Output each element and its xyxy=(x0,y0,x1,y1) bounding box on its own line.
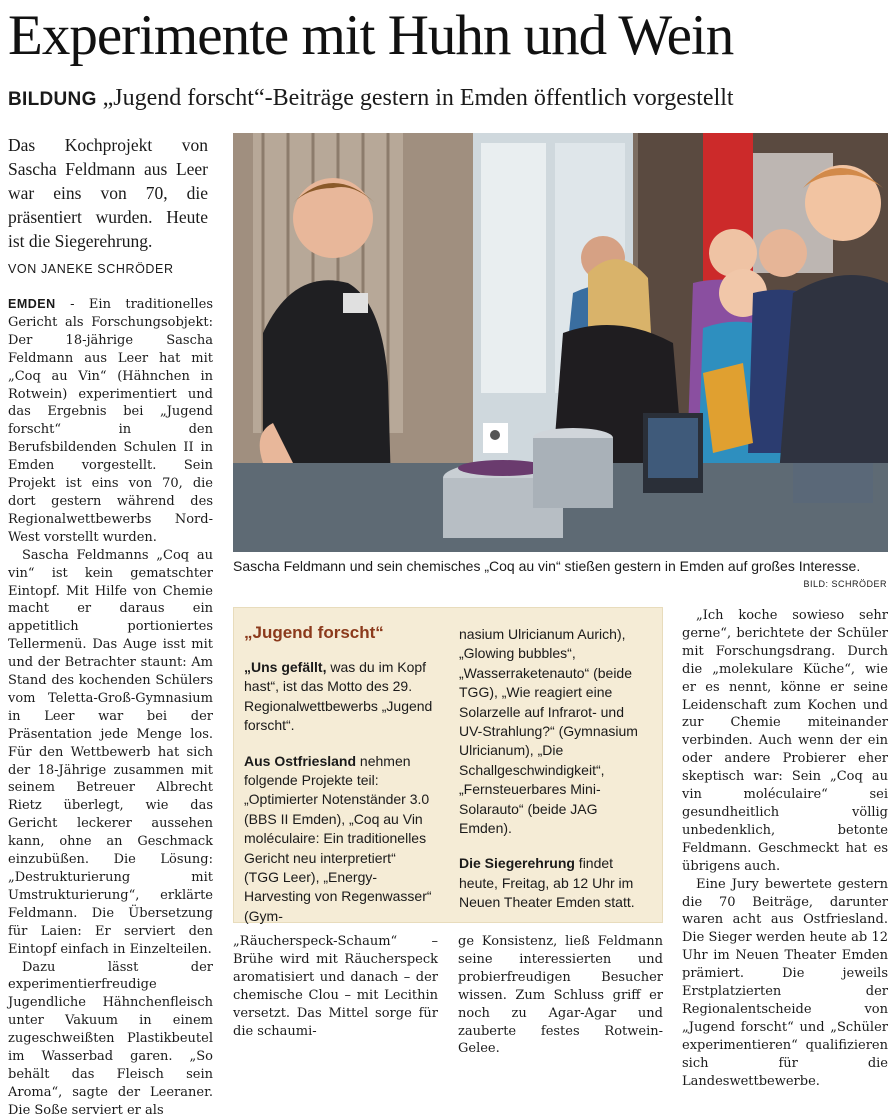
paragraph: Sascha Feldmanns „Coq au vin“ ist kein gematschter Eintopf. Mit Hilfe von Chemie macht er daraus ein appetitlich portioniertes Tellermenü. Das Auge isst mit und der Betrachter staunt: Am Stand des kochenden Schülers vom Teletta-Groß-Gymnasium in Leer war bei der Präsentation jede Menge los. Für den Wettbewerb hat sich der 18-Jährige zusammen mit seinem Betreuer Albrecht Rietz überlegt, wie das Gericht leckerer aussehen kann, ohne an Geschmack einzubüßen. Die Lösung: „Destrukturierung mit Umstrukturierung“, erklärte Feldmann. Die Übersetzung für Laien: Er serviert den Eintopf einfach in Einzelteilen. xyxy=(8,547,213,957)
dateline: EMDEN xyxy=(8,297,56,311)
paragraph: EMDEN - Ein traditionelles Gericht als Forschungsobjekt: Der 18-jährige Sascha Feldmann aus Leer hat mit „Coq au Vin“ (Hähnchen in Rotwein) experimentiert und das Ergebnis bei „Jugend forscht“ in den Berufsbildenden Schulen II in Emden vorgestellt. Sein Projekt ist eins von 70, die dort gestern während des Regionalwettbewerbs Nord-West vorstellt wurden. xyxy=(8,297,213,545)
info-paragraph: Aus Ostfriesland nehmen folgende Projekte teil: „Optimierter Notenständer 3.0 (BBS II Emden), „Coq au Vin moléculaire: Ein traditionelles Gericht neu interpretiert“ (TGG Leer), „Energy-Harvesting von Regenwasser“ (Gym- xyxy=(244,752,432,924)
paragraph: ge Konsistenz, ließ Feldmann seine interessierten und probierfreudigen Besucher wissen. Zum Schluss griff er noch zu Agar-Agar und zauberte festes Rotwein-Gelee. xyxy=(458,934,663,1057)
info-box xyxy=(233,607,663,923)
info-paragraph: Die Siegerehrung findet heute, Freitag, ab 12 Uhr im Neuen Theater Emden statt. xyxy=(459,855,635,911)
byline: VON JANEKE SCHRÖDER xyxy=(8,262,174,276)
info-paragraph: nasium Ulricianum Aurich), „Glowing bubbles“, „Wasserraketenauto“ (beide TGG), „Wie reagiert eine Solarzelle auf Infrarot- und UV-Strahlung?“ (Gymnasium Ulricianum), „Die Schallgeschwindigkeit“, „Fernsteuerbares Mini-Solarauto“ (beide JAG Emden). xyxy=(459,626,638,837)
subheadline-row xyxy=(8,84,888,114)
photo-caption: Sascha Feldmann und sein chemisches „Coq au vin“ stießen gestern in Emden auf großes Interesse. xyxy=(233,558,861,574)
article-column-4 xyxy=(682,607,888,1089)
photo-credit: BILD: SCHRÖDER xyxy=(803,579,887,589)
paragraph: „Ich koche sowieso sehr gerne“, berichtete der Schüler mit Forschungsdrang. Durch die „molekulare Küche“, wie er es nennt, könne er seine Leidenschaft zum Kochen und zur Chemie miteinander verbinden. Auch wenn der ein oder andere Probierer eher skeptisch war: Sein „Coq au vin moléculaire“ sei gesundheitlich völlig unbedenklich, betonte Feldmann. Geschmeckt hat es übrigens auch. xyxy=(682,608,888,874)
article-photo xyxy=(233,133,888,552)
info-box-column-1 xyxy=(244,658,434,926)
article-column-1 xyxy=(8,296,213,1118)
paragraph: Dazu lässt der experimentierfreudige Jugendliche Hähnchenfleisch unter Vakuum in einem zugeschweißten Plastikbeutel im Wasserbad garen. „So behält das Fleisch sein Aroma“, sagte der Leeraner. Die Soße serviert er als xyxy=(8,959,213,1118)
info-box-title: „Jugend forscht“ xyxy=(244,623,384,642)
paragraph: Eine Jury bewertete gestern die 70 Beiträge, darunter waren acht aus Ostfriesland. Die Sieger werden heute ab 12 Uhr im Neuen Theater Emden prämiert. Die jeweils Erstplatzierten der Regionalentscheide von „Jugend forscht“ und „Schüler experimentieren“ qualifizieren sich für die Landeswettbewerbe. xyxy=(682,876,888,1089)
headline: Experimente mit Huhn und Wein xyxy=(8,4,734,67)
info-box-column-2 xyxy=(459,625,651,913)
info-paragraph: „Uns gefällt, was du im Kopf hast“, ist das Motto des 29. Regionalwettbewerbs „Jugend forscht“. xyxy=(244,659,433,734)
teaser: Das Kochprojekt von Sascha Feldmann aus Leer war eins von 70, die präsentiert wurden. Heute ist die Siegerehrung. xyxy=(8,135,208,251)
article-column-3 xyxy=(458,933,663,1057)
kicker: BILDUNG xyxy=(8,89,97,110)
article-column-2 xyxy=(233,933,438,1043)
paragraph: „Räucherspeck-Schaum“ – Brühe wird mit Räucherspeck aromatisiert und danach – der chemische Clou – mit Lecithin versetzt. Das Mittel sorge für die schaumi- xyxy=(233,934,438,1039)
subheadline: „Jugend forscht“-Beiträge gestern in Emden öffentlich vorgestellt xyxy=(102,85,734,111)
